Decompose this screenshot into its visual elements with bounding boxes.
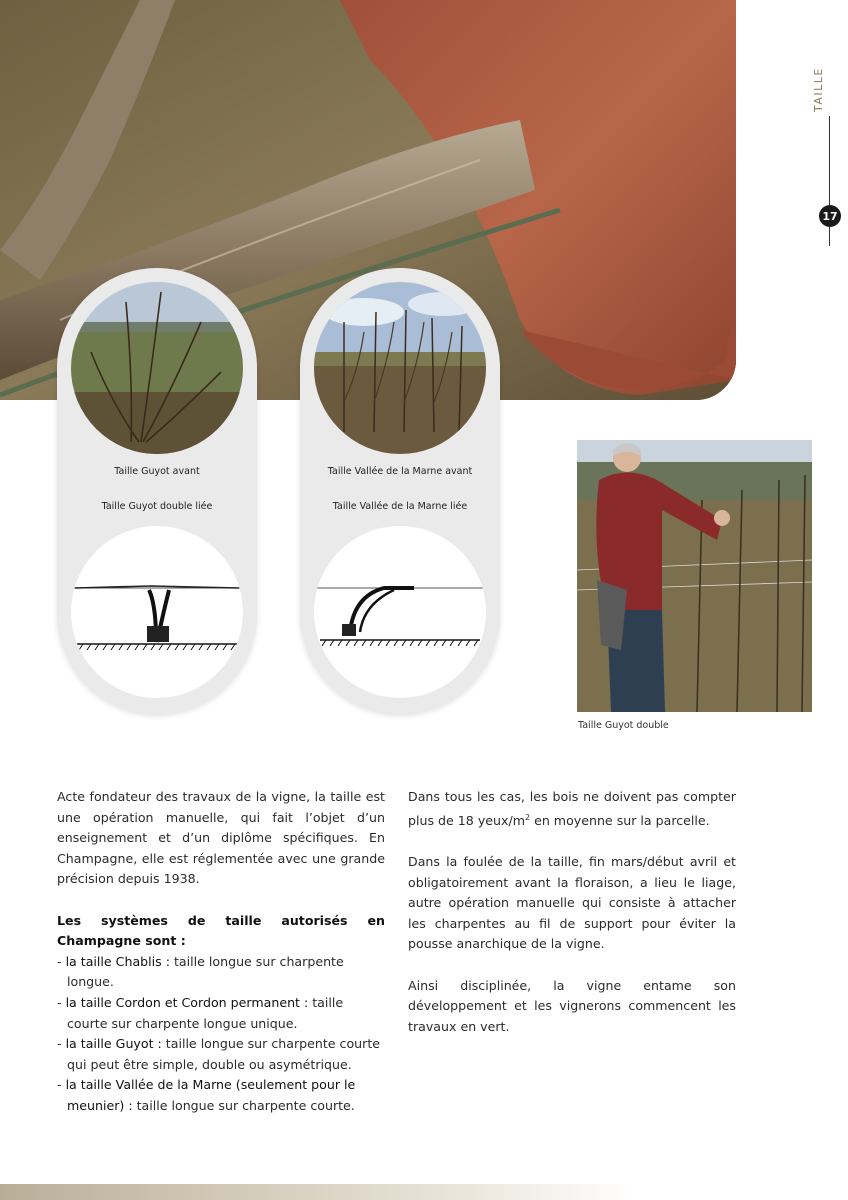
photo-caption: Taille Guyot avant: [114, 466, 200, 477]
vine-photo-vallee-marne-before: [314, 282, 486, 454]
text-column-left: [57, 787, 385, 1117]
section-label: TAILLE: [812, 67, 825, 112]
diagram-card-vallee-marne: [300, 268, 500, 714]
page-number-badge: 17: [819, 205, 841, 227]
sketch-caption: Taille Guyot double liée: [101, 501, 213, 512]
list-item: - la taille Vallée de la Marne (seulement pour le meunier) : taille longue sur charpente courte.: [57, 1077, 356, 1113]
vine-photo-guyot-before: [71, 282, 243, 454]
systems-heading: Les systèmes de taille autorisés en Champagne sont :: [57, 912, 385, 949]
pruning-systems-list: [57, 952, 385, 1117]
paragraph-conclusion: Ainsi disciplinée, la vigne entame son développement et les vignerons commencent les travaux en vert.: [408, 977, 736, 1034]
sketch-guyot-double: [71, 526, 243, 698]
footer-gradient-bar: [0, 1184, 848, 1200]
sketch-vallee-marne: [314, 526, 486, 698]
paragraph-liage: Dans la foulée de la taille, fin mars/début avril et obligatoirement avant la floraison, a lieu le liage, autre opération manuelle qui consiste à attacher les charpentes au fil de support pour éviter la pousse anarchique de la vigne.: [408, 853, 736, 952]
photo-winegrower-tying-vine: [577, 440, 812, 712]
diagram-card-guyot: [57, 268, 257, 714]
list-item: - la taille Chablis : taille longue sur charpente longue.: [57, 953, 344, 990]
list-item: - la taille Cordon et Cordon permanent : taille courte sur charpente longue unique.: [57, 994, 344, 1031]
photo-caption: Taille Vallée de la Marne avant: [327, 466, 473, 477]
photo-caption-guyot-double: Taille Guyot double: [578, 720, 669, 731]
list-item: - la taille Guyot : taille longue sur charpente courte qui peut être simple, double ou asymétrique.: [57, 1036, 381, 1072]
intro-paragraph: Acte fondateur des travaux de la vigne, la taille est une opération manuelle, qui fait l’objet d’un enseignement et d’un diplôme spécifiques. En Champagne, elle est réglementée avec une grande précision depuis 1938.: [57, 789, 385, 887]
sketch-caption: Taille Vallée de la Marne liée: [332, 501, 468, 512]
paragraph-bud-count: Dans tous les cas, les bois ne doivent pas compter plus de 18 yeux/$m^2$ en moyenne sur la parcelle.: [408, 789, 736, 828]
text-column-right: [408, 787, 736, 1058]
